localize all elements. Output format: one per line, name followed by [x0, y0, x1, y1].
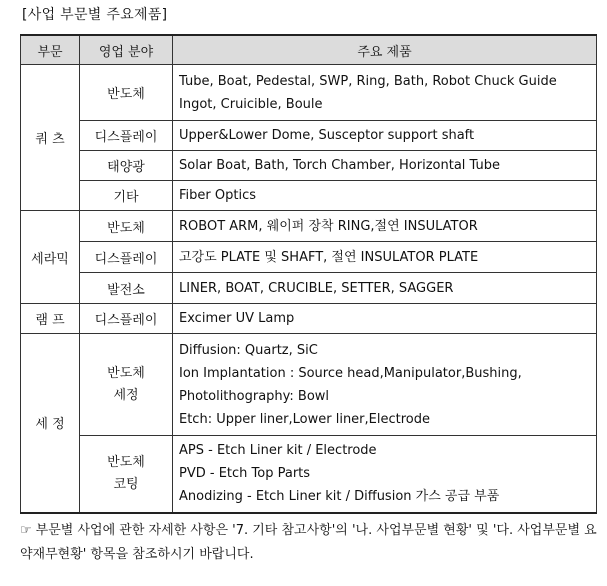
product-line: Solar Boat, Bath, Torch Chamber, Horizontal Tube — [179, 158, 500, 173]
field-cell — [80, 65, 173, 121]
field-label: 기타 — [113, 190, 139, 205]
product-line: 고강도 PLATE 및 SHAFT, 절연 INSULATOR PLATE — [179, 249, 479, 265]
field-label: 태양광 — [107, 160, 145, 175]
product-line: Etch: Upper liner,Lower liner,Electrode — [179, 411, 430, 427]
table-row — [21, 211, 597, 242]
table-row — [21, 273, 597, 304]
product-table — [20, 34, 597, 514]
products-cell — [173, 181, 597, 211]
table-row — [21, 121, 597, 151]
table-row — [21, 436, 597, 513]
field-label: 반도체 — [107, 87, 145, 102]
table-row — [21, 242, 597, 273]
division-cell: 램 프 — [21, 304, 80, 334]
header-field: 영업 분야 — [80, 35, 173, 65]
product-line: Fiber Optics — [179, 188, 256, 203]
products-cell — [173, 334, 597, 436]
table-header-row — [21, 35, 597, 65]
table-row — [21, 65, 597, 121]
field-label: 코팅 — [113, 476, 139, 492]
division-cell: 세 정 — [21, 334, 80, 513]
table-row — [21, 334, 597, 436]
reference-note — [20, 519, 600, 567]
field-label: 반도체 — [107, 220, 145, 236]
product-line: Ion Implantation : Source head,Manipulator,Bushing, — [179, 365, 522, 381]
header-products: 주요 제품 — [173, 35, 597, 65]
table-row — [21, 181, 597, 211]
product-line: Excimer UV Lamp — [179, 311, 295, 326]
division-cell: 세라믹 — [21, 211, 80, 304]
products-cell — [173, 242, 597, 273]
field-cell — [80, 211, 173, 242]
field-label: 발전소 — [107, 282, 145, 298]
field-cell — [80, 304, 173, 334]
field-label: 디스플레이 — [94, 313, 158, 328]
product-line: Photolithography: Bowl — [179, 388, 330, 404]
note-text: 부문별 사업에 관한 자세한 사항은 '7. 기타 참고사항'의 '나. 사업부문별 현황' 및 '다. 사업부문별 요약재무현황' 항목을 참조하시기 바랍니다. — [20, 523, 597, 562]
products-cell — [173, 273, 597, 304]
products-cell — [173, 151, 597, 181]
product-line: APS - Etch Liner kit / Electrode — [179, 443, 377, 459]
product-line: PVD - Etch Top Parts — [179, 466, 311, 482]
product-line: Diffusion: Quartz, SiC — [179, 342, 318, 358]
field-label: 디스플레이 — [94, 130, 158, 145]
division-cell: 쿼 츠 — [21, 65, 80, 211]
products-cell — [173, 211, 597, 242]
product-line: Tube, Boat, Pedestal, SWP, Ring, Bath, Robot Chuck Guide — [179, 73, 557, 89]
pointing-hand-icon: ☞ — [20, 523, 32, 538]
products-cell — [173, 65, 597, 121]
field-label: 반도체 — [107, 454, 145, 470]
field-cell — [80, 242, 173, 273]
field-label: 디스플레이 — [94, 251, 158, 267]
products-cell — [173, 304, 597, 334]
field-label: 세정 — [113, 387, 139, 403]
products-cell — [173, 436, 597, 513]
product-line: LINER, BOAT, CRUCIBLE, SETTER, SAGGER — [179, 280, 454, 296]
field-cell — [80, 273, 173, 304]
product-line: ROBOT ARM, 웨이퍼 장착 RING,절연 INSULATOR — [179, 218, 478, 234]
field-cell — [80, 436, 173, 513]
products-cell — [173, 121, 597, 151]
product-line: Upper&Lower Dome, Susceptor support shaft — [179, 128, 475, 143]
field-cell — [80, 121, 173, 151]
product-line: Anodizing - Etch Liner kit / Diffusion 가스 공급 부품 — [179, 489, 500, 505]
table-row — [21, 151, 597, 181]
field-cell — [80, 334, 173, 436]
table-row — [21, 304, 597, 334]
field-label: 반도체 — [107, 365, 145, 381]
field-cell — [80, 181, 173, 211]
section-title: [사업 부문별 주요제품] — [22, 7, 168, 23]
product-line: Ingot, Cruicible, Boule — [179, 96, 323, 112]
header-division: 부문 — [21, 35, 80, 65]
field-cell — [80, 151, 173, 181]
